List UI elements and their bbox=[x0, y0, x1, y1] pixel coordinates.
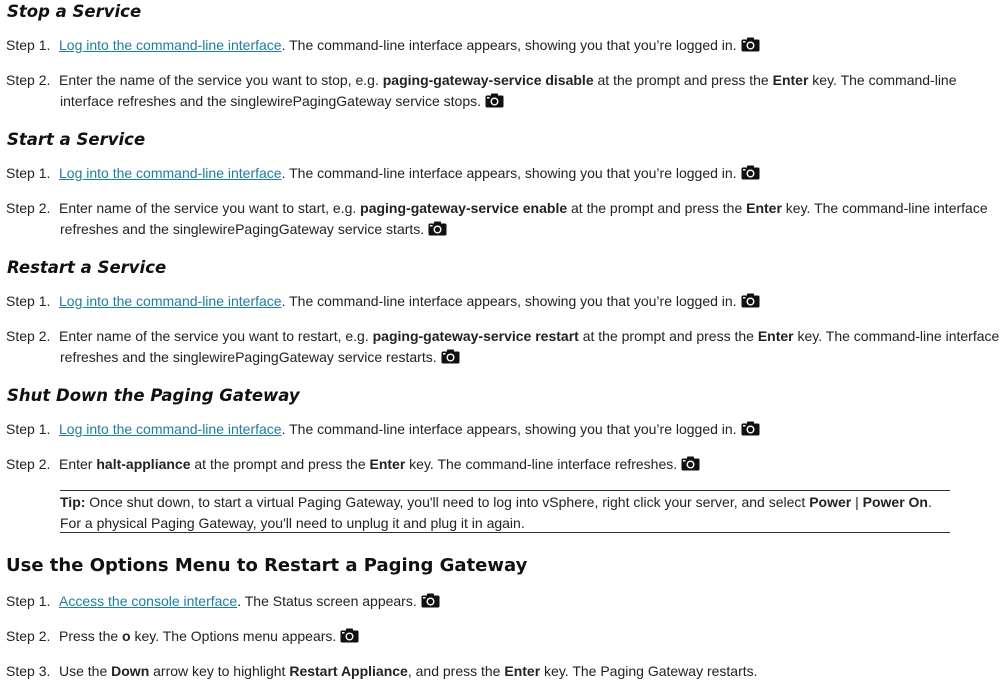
camera-icon[interactable] bbox=[340, 628, 359, 643]
heading-options-menu: Use the Options Menu to Restart a Paging Gateway bbox=[6, 555, 528, 576]
step-text: Use the bbox=[59, 663, 112, 679]
step-label: Step 2. bbox=[6, 456, 51, 472]
start-step-2 bbox=[6, 198, 1000, 240]
key-name: Down bbox=[111, 663, 150, 679]
key-name: Enter bbox=[757, 328, 794, 344]
heading-restart-service: Restart a Service bbox=[7, 258, 167, 277]
step-label: Step 1. bbox=[6, 37, 51, 53]
stop-step-1 bbox=[6, 35, 1000, 56]
shutdown-step-1 bbox=[6, 419, 1000, 440]
step-text: Press the bbox=[59, 628, 123, 644]
step-label: Step 1. bbox=[6, 165, 51, 181]
step-label: Step 2. bbox=[6, 628, 51, 644]
tip-text: . For a physical Paging Gateway, you'll need to unplug it and plug it in again. bbox=[60, 494, 932, 531]
step-text: key. The command-line interface refreshes and the singlewirePagingGateway service starts. bbox=[60, 200, 988, 237]
shutdown-step-2 bbox=[6, 454, 1000, 475]
tip-box bbox=[60, 490, 950, 533]
camera-icon[interactable] bbox=[421, 593, 440, 608]
step-text: at the prompt and press the bbox=[190, 456, 370, 472]
options-step-2 bbox=[6, 626, 1000, 647]
step-text: . The command-line interface appears, showing you that you’re logged in. bbox=[281, 293, 737, 309]
step-label: Step 3. bbox=[6, 663, 51, 679]
step-text: key. The command-line interface refreshes and the singlewirePagingGateway service restarts. bbox=[60, 328, 1000, 365]
key-name: Enter bbox=[772, 72, 809, 88]
step-text: key. The command-line interface refreshes and the singlewirePagingGateway service stops. bbox=[60, 72, 957, 109]
start-step-1 bbox=[6, 163, 1000, 184]
tip-separator: | bbox=[851, 494, 863, 510]
command-text: paging-gateway-service disable bbox=[382, 72, 594, 88]
step-text: . The command-line interface appears, showing you that you’re logged in. bbox=[281, 165, 737, 181]
step-text: arrow key to highlight bbox=[149, 663, 290, 679]
step-label: Step 2. bbox=[6, 200, 51, 216]
login-cli-link[interactable]: Log into the command-line interface bbox=[59, 421, 282, 437]
camera-icon[interactable] bbox=[741, 37, 760, 52]
step-text: key. The Options menu appears. bbox=[130, 628, 337, 644]
tip-label: Tip: bbox=[60, 494, 86, 510]
camera-icon[interactable] bbox=[441, 349, 460, 364]
heading-start-service: Start a Service bbox=[7, 130, 146, 149]
step-text: Enter bbox=[59, 456, 97, 472]
key-name: Enter bbox=[504, 663, 541, 679]
step-text: . The command-line interface appears, showing you that you’re logged in. bbox=[281, 421, 737, 437]
restart-step-2 bbox=[6, 326, 1000, 368]
login-cli-link[interactable]: Log into the command-line interface bbox=[59, 293, 282, 309]
heading-shut-down: Shut Down the Paging Gateway bbox=[7, 386, 300, 405]
step-text: key. The Paging Gateway restarts. bbox=[540, 663, 758, 679]
menu-item-text: Power bbox=[809, 494, 852, 510]
camera-icon[interactable] bbox=[485, 93, 504, 108]
heading-stop-service: Stop a Service bbox=[7, 2, 142, 21]
step-text: Enter the name of the service you want to stop, e.g. bbox=[59, 72, 383, 88]
step-text: key. The command-line interface refreshes. bbox=[405, 456, 678, 472]
menu-item-text: Power On bbox=[862, 494, 928, 510]
step-text: . The command-line interface appears, showing you that you’re logged in. bbox=[281, 37, 737, 53]
step-text: . The Status screen appears. bbox=[237, 593, 417, 609]
step-text: Enter name of the service you want to start, e.g. bbox=[59, 200, 361, 216]
step-text: at the prompt and press the bbox=[578, 328, 758, 344]
camera-icon[interactable] bbox=[741, 293, 760, 308]
command-text: paging-gateway-service enable bbox=[360, 200, 568, 216]
camera-icon[interactable] bbox=[681, 456, 700, 471]
key-name: Enter bbox=[746, 200, 782, 216]
menu-item-text: Restart Appliance bbox=[289, 663, 408, 679]
login-cli-link[interactable]: Log into the command-line interface bbox=[59, 165, 282, 181]
options-step-3 bbox=[6, 661, 1000, 682]
step-label: Step 1. bbox=[6, 421, 51, 437]
step-text: Enter name of the service you want to restart, e.g. bbox=[59, 328, 373, 344]
key-name: o bbox=[122, 628, 131, 644]
login-cli-link[interactable]: Log into the command-line interface bbox=[59, 37, 282, 53]
key-name: Enter bbox=[369, 456, 406, 472]
camera-icon[interactable] bbox=[741, 165, 760, 180]
options-step-1 bbox=[6, 591, 1000, 612]
step-text: at the prompt and press the bbox=[593, 72, 773, 88]
step-label: Step 2. bbox=[6, 72, 51, 88]
restart-step-1 bbox=[6, 291, 1000, 312]
camera-icon[interactable] bbox=[741, 421, 760, 436]
tip-text: Once shut down, to start a virtual Paging Gateway, you'll need to log into vSphere, right click your server, and select bbox=[85, 494, 810, 510]
step-label: Step 2. bbox=[6, 328, 51, 344]
step-label: Step 1. bbox=[6, 293, 51, 309]
command-text: halt-appliance bbox=[96, 456, 191, 472]
command-text: paging-gateway-service restart bbox=[372, 328, 579, 344]
step-label: Step 1. bbox=[6, 593, 51, 609]
stop-step-2 bbox=[6, 70, 1000, 112]
camera-icon[interactable] bbox=[428, 221, 447, 236]
access-console-link[interactable]: Access the console interface bbox=[59, 593, 238, 609]
step-text: , and press the bbox=[407, 663, 505, 679]
step-text: at the prompt and press the bbox=[567, 200, 747, 216]
